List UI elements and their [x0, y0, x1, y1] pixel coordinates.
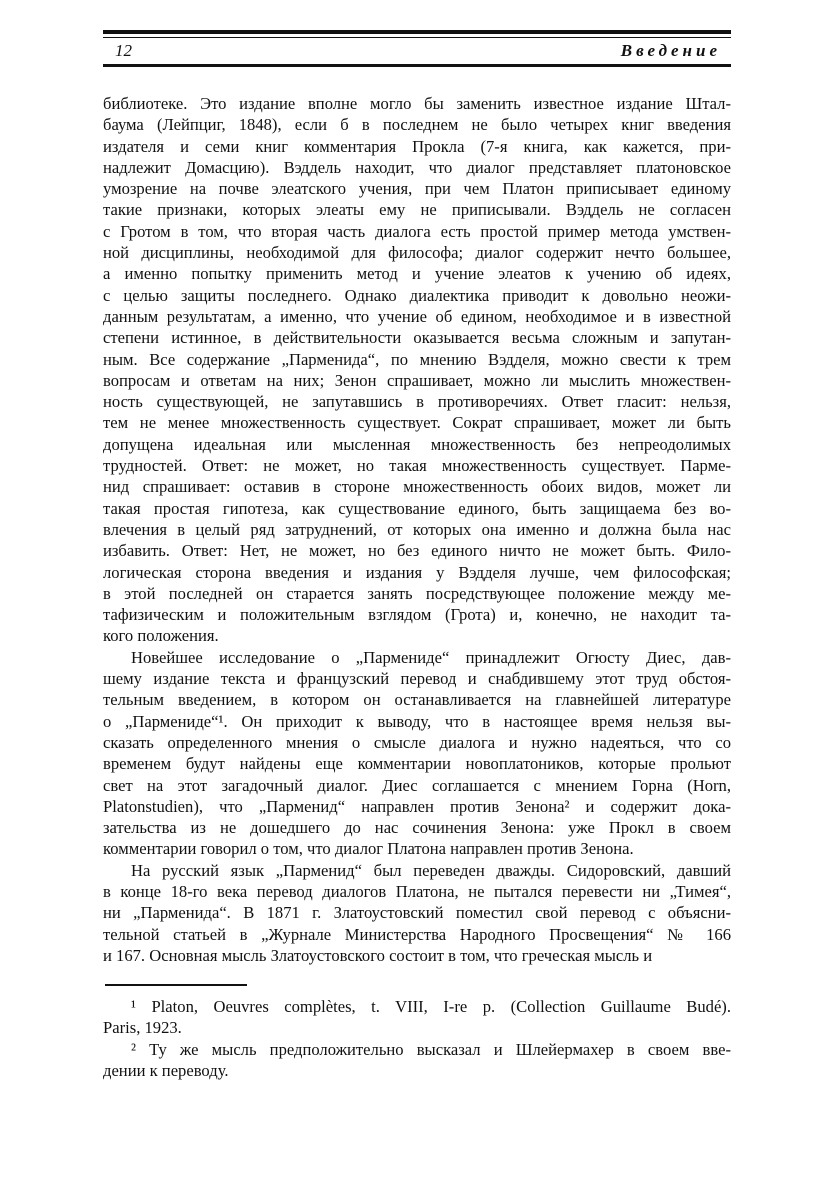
text-line: Новейшее исследование о „Пармениде“ принадлежит Огюсту Диес, дав-	[131, 647, 731, 667]
text-line: Platonstudien), что „Парменид“ направлен против Зенона² и содержит дока-	[103, 796, 731, 816]
text-line: ной дисциплины, необходимой для философа; диалог содержит нечто большее,	[103, 243, 731, 263]
text-line: вопросам и ответам на них; Зенон спрашивает, можно ли мыслить множествен-	[103, 370, 731, 390]
footnotes	[103, 996, 731, 1081]
paragraph	[103, 647, 731, 860]
text-line: сказать определенного мнения о смысле диалога и нужно надеяться, что со	[103, 732, 731, 752]
text-line: издателя и семи книг комментария Прокла (7-я книга, как кажется, при-	[103, 136, 731, 156]
text-line: На русский язык „Парменид“ был переведен дважды. Сидоровский, давший	[131, 860, 731, 880]
text-line: свет на этот загадочный диалог. Диес соглашается с мнением Горна (Horn,	[103, 775, 731, 795]
footnote-line: ² Ту же мысль предположительно высказал и Шлейермахер в своем вве-	[131, 1039, 731, 1059]
text-line: в конце 18-го века перевод диалогов Платона, не пытался перевести ни „Тимея“,	[103, 881, 731, 901]
footnote	[103, 1039, 731, 1082]
text-line: надлежит Домасцию). Вэддель находит, что диалог представляет платоновское	[103, 157, 731, 177]
text-line: умозрение на почве элеатского учения, при чем Платон приписывает единому	[103, 179, 731, 199]
text-line: баума (Лейпциг, 1848), если б в последнем не было четырех книг введения	[103, 115, 731, 135]
text-line: такая простая гипотеза, как существование единого, быть защищаема без во-	[103, 498, 731, 518]
text-line: логическая сторона введения и издания у Вэдделя лучше, чем философская;	[103, 562, 731, 582]
page-number: 12	[115, 41, 132, 60]
text-line: влечения в целый ряд затруднений, от которых она именно и должна была нас	[103, 519, 731, 539]
text-line: кого положения.	[103, 626, 219, 646]
text-line: данным результатам, а именно, что учение об едином, необходимое и в известной	[103, 306, 731, 326]
text-line: а именно попытку применить метод и учение элеатов к учению об идеях,	[103, 264, 731, 284]
footnote-line: Paris, 1923.	[103, 1018, 182, 1038]
text-line: временем будут найдены еще комментарии новоплатоников, которые прольют	[103, 754, 731, 774]
footnote-line: дении к переводу.	[103, 1061, 229, 1081]
text-line: тельной статьей в „Журнале Министерства Народного Просвещения“ № 166	[103, 924, 731, 944]
header-rule-top	[103, 30, 731, 34]
text-line: библиотеке. Это издание вполне могло бы заменить известное издание Штал-	[103, 94, 731, 113]
text-line: тельным введением, в котором он останавливается на главнейшей литературе	[103, 690, 731, 710]
footnote-line: ¹ Platon, Oeuvres complètes, t. VIII, I-re p. (Collection Guillaume Budé).	[131, 997, 731, 1017]
text-line: ни „Парменида“. В 1871 г. Златоустовский поместил свой перевод с объясни-	[103, 903, 731, 923]
footnote	[103, 996, 731, 1039]
text-line: тафизическим и положительным взглядом (Грота) и, конечно, не находит та-	[103, 605, 731, 625]
text-line: в этой последней он старается занять посредствующее положение между ме-	[103, 583, 731, 603]
text-line: степени истинное, в действительности оказывается весьма сложным и запутан-	[103, 328, 731, 348]
text-line: тем не менее множественность существует. Сократ спрашивает, может ли быть	[103, 413, 731, 433]
body-text	[103, 93, 731, 966]
text-line: ным. Все содержание „Парменида“, по мнению Вэдделя, можно свести к трем	[103, 349, 731, 369]
running-head	[103, 38, 731, 64]
text-line: с Гротом в том, что вторая часть диалога есть простой пример метода умствен-	[103, 221, 731, 241]
text-line: такие признаки, которых элеаты ему не приписывали. Вэддель не согласен	[103, 200, 731, 220]
page	[103, 30, 731, 1081]
paragraph	[103, 860, 731, 966]
text-line: с целью защиты последнего. Однако диалектика приводит к довольно неожи-	[103, 285, 731, 305]
text-line: избавить. Ответ: Нет, не может, но без единого ничто не может быть. Фило-	[103, 541, 731, 561]
header-rule-bottom	[103, 64, 731, 67]
text-line: и 167. Основная мысль Златоустовского состоит в том, что греческая мысль и	[103, 945, 653, 965]
text-line: трудностей. Ответ: не может, но такая множественность существует. Парме-	[103, 456, 731, 476]
text-line: ность существующей, не запутавшись в противоречиях. Ответ гласит: нельзя,	[103, 392, 731, 412]
text-line: допущена идеальная или мысленная множественность без непреодолимых	[103, 434, 731, 454]
text-line: о „Пармениде“¹. Он приходит к выводу, что в настоящее время нельзя вы-	[103, 711, 731, 731]
footnote-rule	[105, 984, 247, 986]
paragraph	[103, 93, 731, 647]
section-title: Введение	[620, 41, 721, 60]
text-line: нид спрашивает: оставив в стороне множественность обоих видов, может ли	[103, 477, 731, 497]
text-line: комментарии говорил о том, что диалог Платона направлен против Зенона.	[103, 839, 634, 859]
text-line: зательства из не дошедшего до нас сочинения Зенона: уже Прокл в своем	[103, 818, 731, 838]
text-line: шему издание текста и французский перевод и снабдившему этот труд обстоя-	[103, 669, 731, 689]
